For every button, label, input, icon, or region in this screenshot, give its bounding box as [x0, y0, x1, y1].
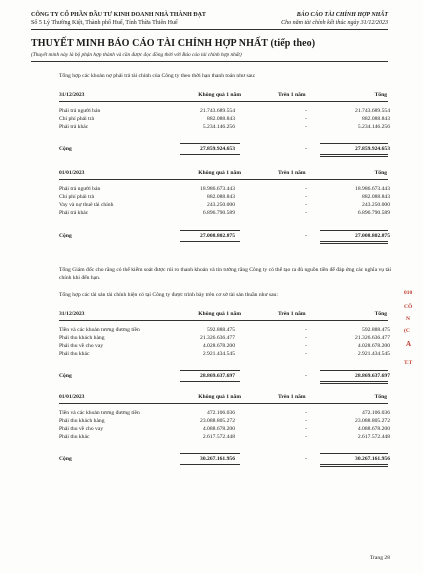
page-title: THUYẾT MINH BÁO CÁO TÀI CHÍNH HỢP NHẤT (tiếp theo): [31, 38, 316, 49]
page-number: Trang 28: [369, 555, 390, 561]
total-double-rule: [320, 243, 388, 244]
table-row: Phải trả khác 6.896.790.589 - 6.896.790.589: [59, 210, 390, 216]
company-name: CÔNG TY CỔ PHẦN ĐẦU TƯ KINH DOANH NHÀ THÀNH ĐẠT: [31, 12, 206, 18]
table-rule: [59, 403, 388, 404]
assets-intro: Tổng hợp các tài sản tài chính hiện có tại Công ty được trình bày trên cơ sở tài sản thuần như sau:: [59, 292, 278, 298]
subtotal-rule: [180, 370, 240, 371]
table-total-row: Cộng 28.869.637.697 - 28.869.637.697: [59, 373, 390, 379]
total-double-rule: [320, 156, 388, 157]
table-row: Tiền và các khoản tương đương tiền 592.888.475 - 592.888.475: [59, 327, 390, 333]
table-row: Chi phí phải trả 882.088.843 - 882.088.843: [59, 194, 390, 200]
company-address: Số 5 Lý Thường Kiệt, Thành phố Huế, Tỉnh Thừa Thiên Huế: [31, 20, 178, 26]
table-row: Chi phí phải trả 882.088.843 - 882.088.843: [59, 116, 390, 122]
col-header-long: Trên 1 năm: [278, 92, 306, 98]
subtotal-rule: [320, 370, 388, 371]
liquidity-note: Tổng Giám đốc cho rằng có thể kiểm soát được rủi ro thanh khoản và tin tưởng rằng Công ty có thể tạo ra đủ nguồn tiền để đáp ứng các nghĩa vụ tài chính khi đến hạn.: [59, 267, 392, 281]
table-row: Vay và nợ thuê tài chính 243.250.000 - 243.250.000: [59, 202, 390, 208]
table-rule: [59, 179, 388, 180]
table-row: Tiền và các khoản tương đương tiền 472.106.036 - 472.106.036: [59, 410, 390, 416]
total-rule: [180, 154, 240, 155]
header-rule: [31, 29, 388, 30]
col-header-total: Tổng: [374, 92, 387, 98]
subtotal-rule: [320, 143, 388, 144]
total-rule: [180, 464, 240, 465]
table-row: Phải thu khách hàng 21.326.636.477 - 21.326.636.477: [59, 335, 390, 341]
total-rule: [180, 381, 240, 382]
table-row: Phải thu khác 2.921.434.545 - 2.921.434.545: [59, 351, 390, 357]
table-rule: [59, 101, 388, 102]
subtotal-rule: [320, 453, 388, 454]
subtotal-rule: [180, 143, 240, 144]
subtotal-rule: [320, 230, 388, 231]
page-subtitle: (Thuyết minh này là bộ phận hợp thành và cần được đọc đồng thời với Báo cáo tài chính hợp nhất): [31, 52, 242, 58]
table-total-row: Cộng 27.008.802.875 - 27.008.802.875: [59, 233, 390, 239]
report-period: Cho năm tài chính kết thúc ngày 31/12/2023: [281, 20, 388, 26]
liabilities-period1-header: [0, 92, 423, 100]
table-row: Phải thu khác 2.617.572.448 - 2.617.572.448: [59, 434, 390, 440]
col-header-short: Không quá 1 năm: [198, 92, 241, 98]
liabilities-period2-header: 01/01/2023 Không quá 1 năm Trên 1 năm Tổng: [59, 170, 387, 176]
subtotal-rule: [180, 230, 240, 231]
table-total-row: Cộng 30.267.161.956 - 30.267.161.956: [59, 456, 390, 462]
subtotal-rule: [180, 453, 240, 454]
period-date: 01/01/2023: [59, 170, 85, 176]
period-date: 01/01/2023: [59, 394, 85, 400]
table-total-row: Cộng 27.859.924.653 - 27.859.924.653: [59, 146, 390, 152]
total-double-rule: [320, 383, 388, 384]
report-title: BÁO CÁO TÀI CHÍNH HỢP NHẤT: [296, 12, 388, 18]
table-row: Phải trả người bán 18.986.673.443 - 18.986.673.443: [59, 186, 390, 192]
company-stamp: 010 CÔ N (C A T.T: [404, 290, 413, 366]
total-double-rule: [320, 466, 388, 467]
table-row: Phải thu về cho vay 4.028.678.200 - 4.028.678.200: [59, 343, 390, 349]
title-rule: [31, 61, 388, 62]
table-row: Phải trả khác 5.234.146.256 - 5.234.146.256: [59, 124, 390, 130]
table-row: Phải trả người bán 21.743.689.554 - 21.743.689.554: [59, 108, 390, 114]
assets-period1-header: 31/12/2023 Không quá 1 năm Trên 1 năm Tổng: [59, 311, 387, 317]
period-date: 31/12/2023: [59, 92, 85, 98]
period-date: 31/12/2023: [59, 311, 85, 317]
table-rule: [59, 320, 388, 321]
assets-period2-header: 01/01/2023 Không quá 1 năm Trên 1 năm Tổng: [59, 394, 387, 400]
table-row: Phải thu khách hàng 23.088.805.272 - 23.088.805.272: [59, 418, 390, 424]
total-rule: [180, 241, 240, 242]
table-row: Phải thu về cho vay 4.088.678.200 - 4.088.678.200: [59, 426, 390, 432]
liabilities-intro: Tổng hợp các khoản nợ phải trả tài chính của Công ty theo thời hạn thanh toán như sau:: [59, 73, 256, 79]
